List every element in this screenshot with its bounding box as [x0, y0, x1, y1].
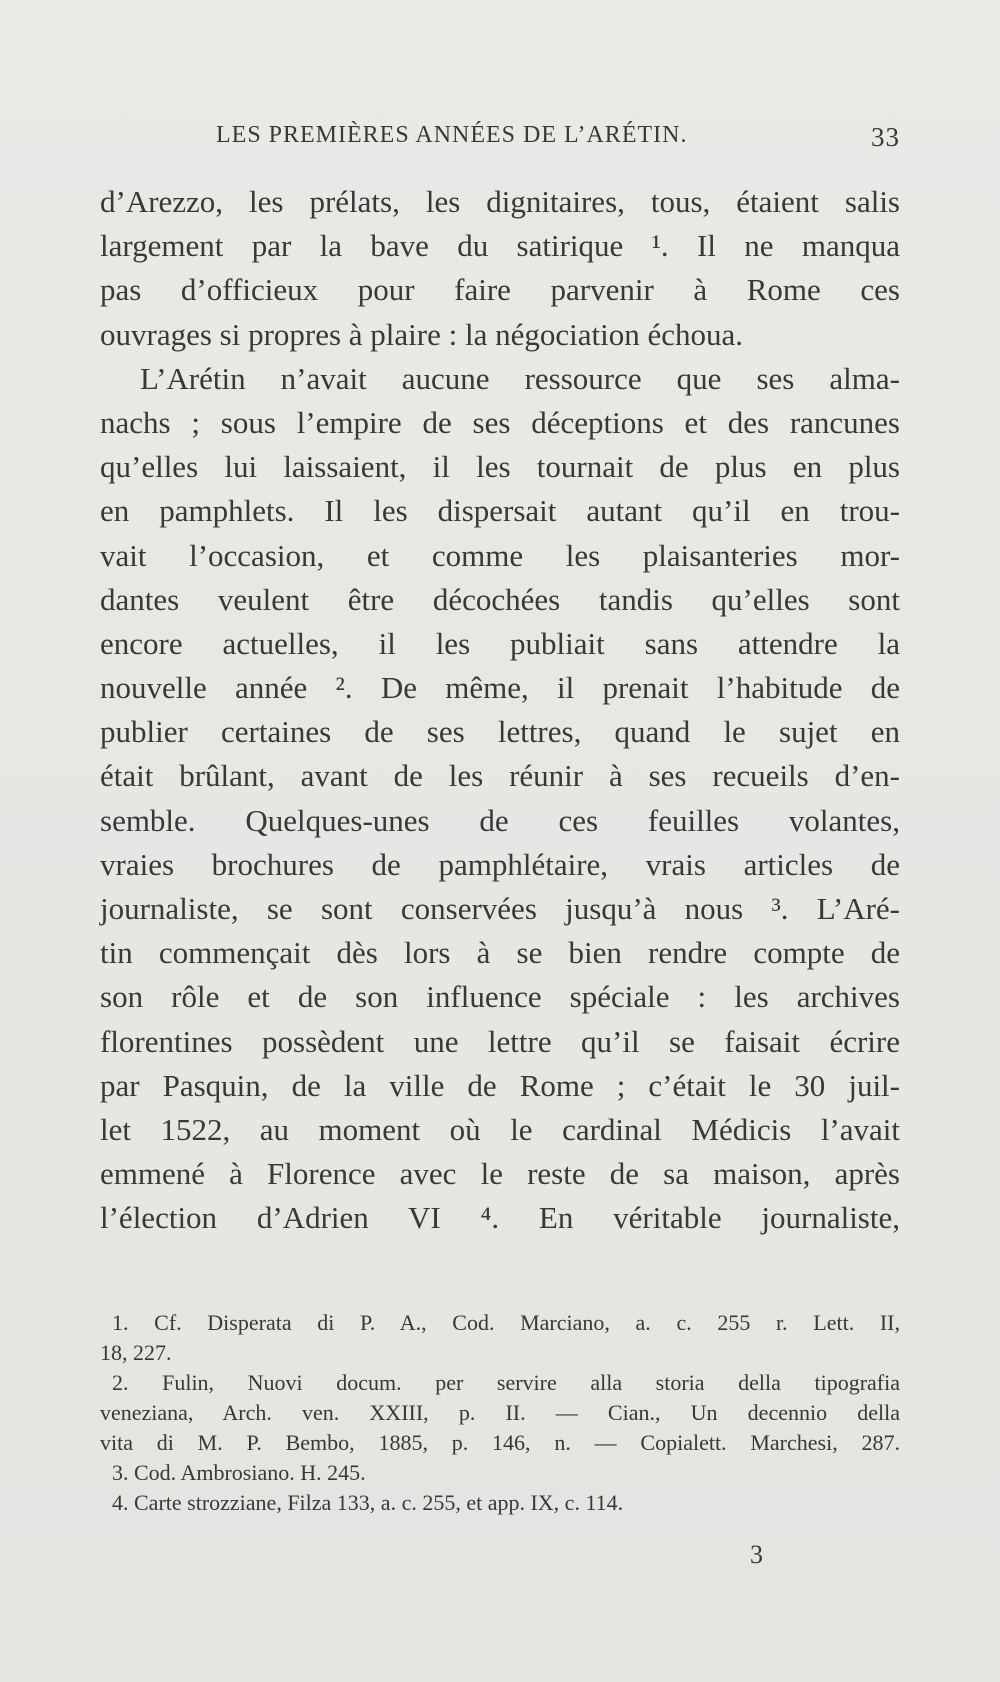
text-line: nouvelle année ². De même, il prenait l’habitude de — [100, 670, 900, 706]
footnote-line: vita di M. P. Bembo, 1885, p. 146, n. — Copialett. Marchesi, 287. — [100, 1430, 900, 1455]
text-line: d’Arezzo, les prélats, les dignitaires, tous, étaient salis — [100, 184, 900, 219]
signature-mark: 3 — [750, 1540, 763, 1569]
text-line: vait l’occasion, et comme les plaisanteries mor- — [100, 537, 900, 573]
text-line: journaliste, se sont conservées jusqu’à nous ³. L’Aré- — [100, 891, 900, 926]
text-line: nachs ; sous l’empire de ses déceptions et des rancunes — [100, 404, 900, 440]
footnotes — [100, 1308, 900, 1518]
running-title: LES PREMIÈRES ANNÉES DE L’ARÉTIN. — [216, 122, 688, 148]
text-line: encore actuelles, il les publiait sans attendre la — [100, 625, 900, 661]
text-line: son rôle et de son influence spéciale : les archives — [100, 979, 900, 1015]
footnote-line: 18, 227. — [100, 1340, 172, 1365]
page-number: 33 — [871, 122, 900, 152]
text-line: par Pasquin, de la ville de Rome ; c’était le 30 juil- — [100, 1067, 900, 1103]
text-line: qu’elles lui laissaient, il les tournait de plus en plus — [100, 449, 900, 485]
footnote-line: 3. Cod. Ambrosiano. H. 245. — [112, 1460, 366, 1485]
text-line: tin commençait dès lors à se bien rendre compte de — [100, 935, 900, 971]
text-line: largement par la bave du satirique ¹. Il ne manqua — [100, 228, 900, 264]
text-line: emmené à Florence avec le reste de sa maison, après — [100, 1156, 900, 1192]
page-header — [100, 122, 900, 162]
text-line: ouvrages si propres à plaire : la négociation échoua. — [100, 316, 744, 352]
text-line: en pamphlets. Il les dispersait autant qu’il en trou- — [100, 493, 900, 529]
text-line: semble. Quelques-unes de ces feuilles volantes, — [100, 802, 900, 838]
footnote-line: 2. Fulin, Nuovi docum. per servire alla storia della tipografia — [112, 1370, 900, 1395]
footnote-line: 1. Cf. Disperata di P. A., Cod. Marciano, a. c. 255 r. Lett. II, — [112, 1310, 900, 1335]
body-text — [100, 180, 900, 1241]
text-line: pas d’officieux pour faire parvenir à Rome ces — [100, 272, 900, 308]
text-line: let 1522, au moment où le cardinal Médicis l’avait — [100, 1111, 900, 1147]
text-line: L’Arétin n’avait aucune ressource que ses alma- — [140, 360, 900, 396]
text-line: vraies brochures de pamphlétaire, vrais articles de — [100, 846, 900, 882]
text-line: florentines possèdent une lettre qu’il se faisait écrire — [100, 1023, 900, 1059]
text-line: était brûlant, avant de les réunir à ses recueils d’en- — [100, 758, 900, 794]
text-line: l’élection d’Adrien VI ⁴. En véritable journaliste, — [100, 1200, 900, 1236]
footnote-line: 4. Carte strozziane, Filza 133, a. c. 255, et app. IX, c. 114. — [112, 1490, 624, 1515]
text-line: dantes veulent être décochées tandis qu’elles sont — [100, 581, 900, 617]
text-line: publier certaines de ses lettres, quand le sujet en — [100, 714, 900, 750]
footnote-line: veneziana, Arch. ven. XXIII, p. II. — Cian., Un decennio della — [100, 1400, 900, 1425]
